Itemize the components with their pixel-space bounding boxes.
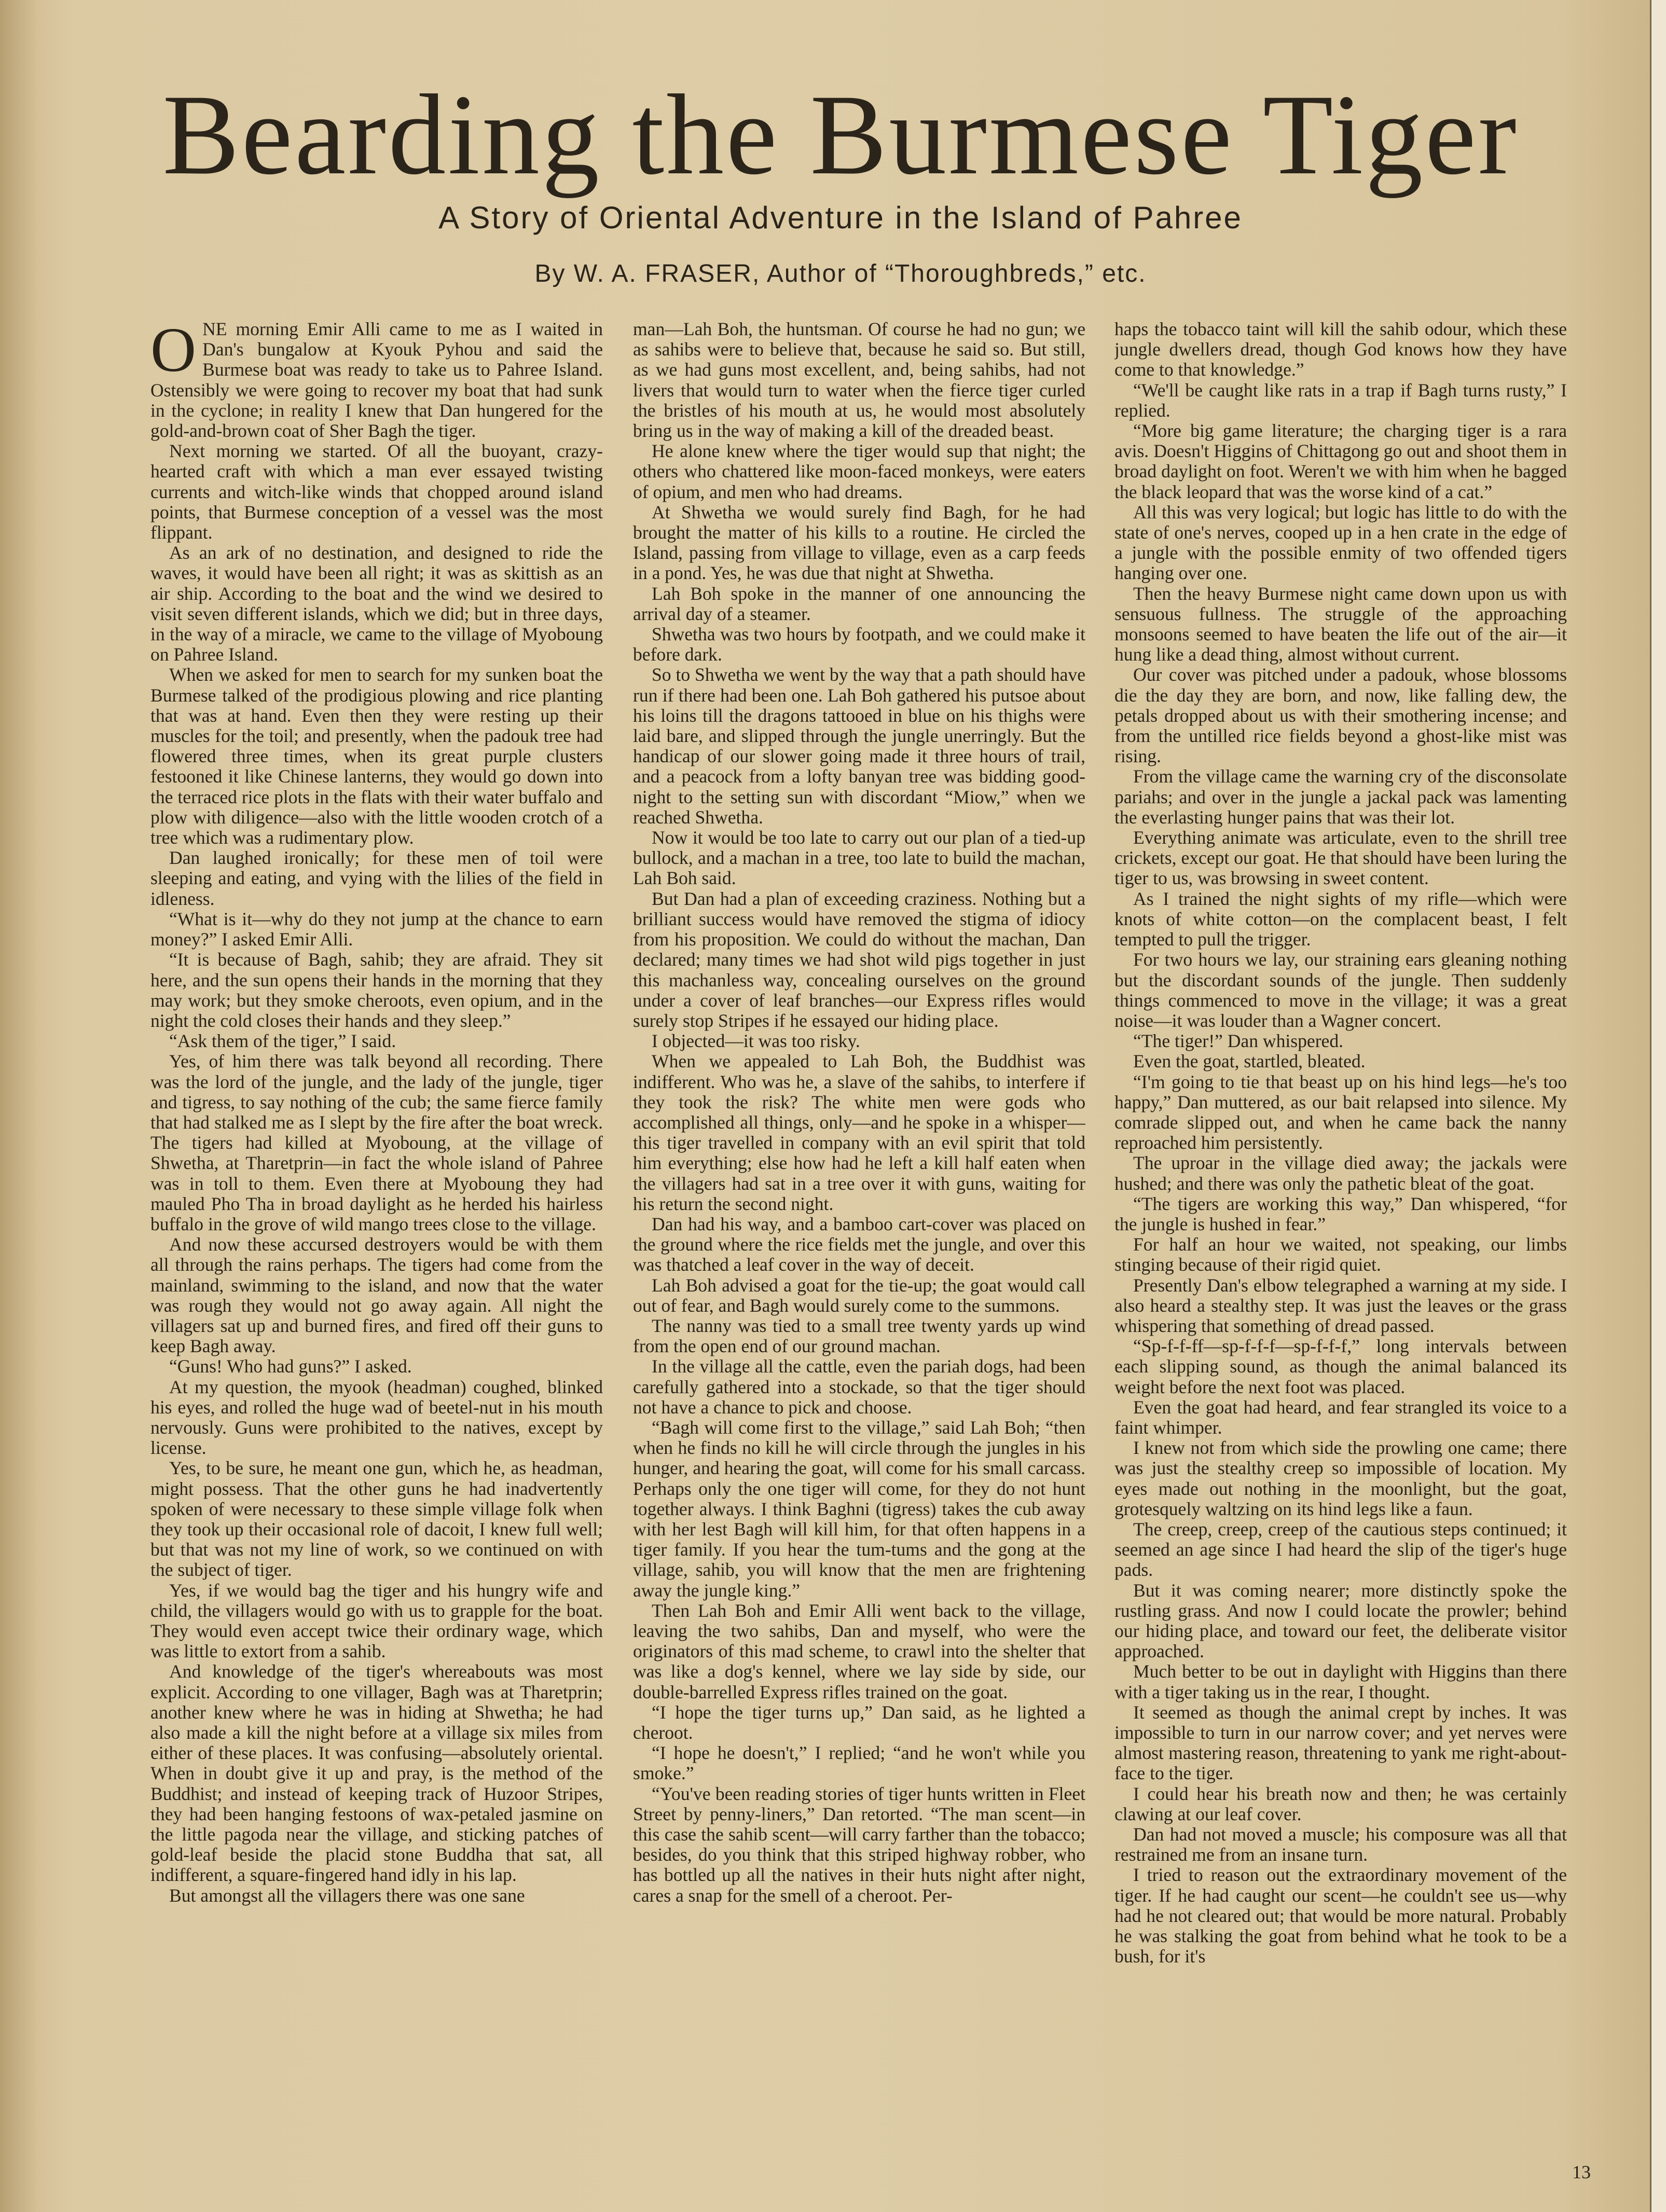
paragraph xyxy=(150,319,603,441)
paragraph: “It is because of Bagh, sahib; they are afraid. They sit here, and the sun opens their hands in the morning that they may work; but they smoke cheroots, even opium, and in the night the cold closes their hands and they sleep.” xyxy=(150,949,603,1031)
paragraph: Shwetha was two hours by footpath, and we could make it before dark. xyxy=(633,624,1085,665)
paragraph: But amongst all the villagers there was one sane xyxy=(169,1885,525,1906)
paragraph: “You've been reading stories of tiger hunts written in Fleet Street by penny-liners,” Dan retorted. “The man scent—in this case the sahib scent—will carry farther than the tobacco; besides, do you think that this striped highway robber, who has bottled up all the natives in their huts night after night, cares a snap for the smell of a cheroot. Per- xyxy=(633,1783,1085,1906)
text-column-2 xyxy=(633,319,1085,2135)
paragraph: “Bagh will come first to the village,” said Lah Boh; “then when he finds no kill he will circle through the jungles in his hunger, and hearing the goat, will come for his small carcass. Perhaps only the one tiger will come, for they do not hunt together always. I think Baghni (tigress) takes the cub away with her lest Bagh will kill him, for that often happens in a tiger family. If you hear the tum-tums and the gong at the village, sahib, you will know that the men are frightening away the jungle king.” xyxy=(633,1417,1085,1601)
page-binding-shadow xyxy=(0,0,36,2212)
article-byline: By W. A. FRASER, Author of “Thoroughbreds,” etc. xyxy=(534,260,1147,287)
paragraph: Yes, of him there was talk beyond all recording. There was the lord of the jungle, and the lady of the jungle, tiger and tigress, to say nothing of the cub; the same fierce family that had stalked me as I slept by the fire after the boat wreck. The tigers had killed at Myoboung, at the village of Shwetha, at Tharetprin—in fact the whole island of Pahree was in toll to them. Even there at Myoboung they had mauled Pho Tha in broad daylight as he herded his hairless buffalo in the grove of wild mango trees close to the village. xyxy=(150,1051,603,1234)
paragraph: From the village came the warning cry of the disconsolate pariahs; and over in the jungle a jackal pack was lamenting the everlasting hunger pains that was their lot. xyxy=(1114,766,1567,828)
paragraph: haps the tobacco taint will kill the sahib odour, which these jungle dwellers dread, though God knows how they have come to that knowledge.” xyxy=(1114,319,1567,380)
paragraph: All this was very logical; but logic has little to do with the state of one's nerves, cooped up in a hen crate in the edge of a jungle with the possible enmity of two offended tigers hanging over one. xyxy=(1114,501,1567,584)
paragraph: “I'm going to tie that beast up on his hind legs—he's too happy,” Dan muttered, as our bait relapsed into silence. My comrade slipped out, and when he came back the nanny reproached him persistently. xyxy=(1114,1071,1567,1153)
paragraph: Lah Boh advised a goat for the tie-up; the goat would call out of fear, and Bagh would surely come to the summons. xyxy=(633,1274,1085,1316)
paragraph: “Ask them of the tiger,” I said. xyxy=(169,1031,396,1052)
paragraph: He alone knew where the tiger would sup that night; the others who chattered like moon-faced monkeys, were eaters of opium, and men who had dreams. xyxy=(633,441,1085,502)
paragraph: “What is it—why do they not jump at the chance to earn money?” I asked Emir Alli. xyxy=(150,908,603,950)
paragraph: But it was coming nearer; more distinctly spoke the rustling grass. And now I could locate the prowler; behind our hiding place, and toward our feet, the deliberate visitor approached. xyxy=(1114,1579,1567,1662)
paragraph: And now these accursed destroyers would be with them all through the rains perhaps. The tigers had come from the mainland, swimming to the island, and now that the water was rough they would not go away again. All night the villagers sat up and burned fires, and fired off their guns to keep Bagh away. xyxy=(150,1234,603,1357)
paragraph: Dan laughed ironically; for these men of toil were sleeping and eating, and vying with the lilies of the field in idleness. xyxy=(150,847,603,909)
text-column-3 xyxy=(1114,319,1567,2135)
paragraph: For half an hour we waited, not speaking, our limbs stinging because of their rigid quiet. xyxy=(1114,1234,1567,1275)
paragraph: “We'll be caught like rats in a trap if Bagh turns rusty,” I replied. xyxy=(1114,379,1567,421)
paragraph: Even the goat, startled, bleated. xyxy=(1133,1051,1366,1072)
paragraph: “The tigers are working this way,” Dan whispered, “for the jungle is hushed in fear.” xyxy=(1114,1193,1567,1234)
paragraph: The nanny was tied to a small tree twenty yards up wind from the open end of our ground machan. xyxy=(633,1315,1085,1357)
paragraph: “More big game literature; the charging tiger is a rara avis. Doesn't Higgins of Chittagong go out and shoot them in broad daylight on foot. Weren't we with him when he bagged the black leopard that was the worse kind of a cat.” xyxy=(1114,420,1567,502)
paragraph: When we asked for men to search for my sunken boat the Burmese talked of the prodigious plowing and rice planting that was at hand. Even then they were resting up their muscles for the toil; and presently, when the padouk tree had flowered three times, when its great purple clusters festooned it like Chinese lanterns, they would go down into the terraced rice plots in the flats with their water buffalo and plow with diligence—also with the little wooden crotch of a tree which was a rudimentary plow. xyxy=(150,664,603,848)
paragraph: In the village all the cattle, even the pariah dogs, had been carefully gathered into a stockade, so that the tiger should not have a chance to pick and choose. xyxy=(633,1356,1085,1418)
paragraph: Lah Boh spoke in the manner of one announcing the arrival day of a steamer. xyxy=(633,583,1085,624)
paragraph: Yes, to be sure, he meant one gun, which he, as headman, might possess. That the other guns he had inadvertently spoken of were necessary to these simple village folk when they took up their occasional role of dacoit, I knew full well; but that was not my line of work, so we continued on with the subject of tiger. xyxy=(150,1458,603,1581)
paragraph: But Dan had a plan of exceeding craziness. Nothing but a brilliant success would have removed the stigma of idiocy from his proposition. We could do without the machan, Dan declared; many times we had shot wild pigs together in just this machanless way, concealing ourselves on the ground under a cover of leaf branches—our Express rifles would surely stop Stripes if he essayed our hiding place. xyxy=(633,888,1085,1031)
paragraph: Then Lah Boh and Emir Alli went back to the village, leaving the two sahibs, Dan and myself, who were the originators of this mad scheme, to crawl into the shelter that was like a dog's kennel, where we lay side by side, our double-barrelled Express rifles trained on the goat. xyxy=(633,1600,1085,1702)
paragraph: And knowledge of the tiger's whereabouts was most explicit. According to one villager, Bagh was at Tharetprin; another knew where he was in hiding at Shwetha; he had also made a kill the night before at a village six miles from either of these places. It was confusing—absolutely oriental. When in doubt give it up and pray, is the method of the Buddhist; and instead of keeping track of Huzoor Stripes, they had been hanging festoons of wax-petaled jasmine on the little pagoda near the village, and sticking patches of gold-leaf beside the placid stone Buddha that sat, all indifferent, a square-fingered hand idly in his lap. xyxy=(150,1661,603,1886)
paragraph: “Guns! Who had guns?” I asked. xyxy=(169,1356,412,1377)
paragraph: I knew not from which side the prowling one came; there was just the stealthy creep so impossible of location. My eyes made out nothing in the moonlight, but the goat, grotesquely waltzing on its hind legs like a faun. xyxy=(1114,1437,1567,1519)
paragraph: Dan had not moved a muscle; his composure was all that restrained me from an insane turn. xyxy=(1114,1824,1567,1865)
paragraph: “I hope the tiger turns up,” Dan said, as he lighted a cheroot. xyxy=(633,1701,1085,1743)
paragraph: Much better to be out in daylight with Higgins than there with a tiger taking us in the rear, I thought. xyxy=(1114,1661,1567,1702)
paragraph: “Sp-f-f-ff—sp-f-f-f—sp-f-f-f,” long intervals between each slipping sound, as though the animal balanced its weight before the next foot was placed. xyxy=(1114,1336,1567,1397)
paragraph: Then the heavy Burmese night came down upon us with sensuous fullness. The struggle of the approaching monsoons seemed to have beaten the life out of the air—it hung like a dead thing, almost without current. xyxy=(1114,583,1567,665)
paragraph: I tried to reason out the extraordinary movement of the tiger. If he had caught our scent—he couldn't see us—why had he not cleared out; that would be more natural. Probably he was stalking the goat from behind what he took to be a bush, for it's xyxy=(1114,1864,1567,1967)
paragraph: Yes, if we would bag the tiger and his hungry wife and child, the villagers would go with us to grapple for the boat. They would even accept twice their ordinary wage, which was little to extort from a sahib. xyxy=(150,1579,603,1662)
paragraph: So to Shwetha we went by the way that a path should have run if there had been one. Lah Boh gathered his putsoe about his loins till the dragons tattooed in blue on his thighs were laid bare, and slipped through the jungle unerringly. But the handicap of our slower going made it three hours of trail, and a peacock from a lofty banyan tree was bidding good-night to the setting sun with discordant “Miow,” when we reached Shwetha. xyxy=(633,664,1085,828)
paragraph: I objected—it was too risky. xyxy=(652,1031,860,1052)
paragraph: Dan had his way, and a bamboo cart-cover was placed on the ground where the rice fields met the jungle, and over this was thatched a leaf cover in the way of deceit. xyxy=(633,1213,1085,1275)
page-number: 13 xyxy=(1572,2162,1591,2182)
paragraph: I could hear his breath now and then; he was certainly clawing at our leaf cover. xyxy=(1114,1783,1567,1824)
paragraph: man—Lah Boh, the huntsman. Of course he had no gun; we as sahibs were to believe that, because he said so. But still, as we had guns most excellent, and, being sahibs, had not livers that would turn to water when the fierce tiger curled the bristles of his mouth at us, he would most absolutely bring us in the way of making a kill of the dreaded beast. xyxy=(633,319,1085,442)
paragraph: As an ark of no destination, and designed to ride the waves, it would have been all right; it was as skittish as an air ship. According to the boat and the wind we desired to visit seven different islands, which we did; but in three days, in the way of a miracle, we came to the village of Myoboung on Pahree Island. xyxy=(150,542,603,665)
article-title: Bearding the Burmese Tiger xyxy=(162,71,1519,199)
paragraph: Now it would be too late to carry out our plan of a tied-up bullock, and a machan in a tree, too late to build the machan, Lah Boh said. xyxy=(633,827,1085,889)
page-edge xyxy=(1650,0,1666,2212)
paragraph: Next morning we started. Of all the buoyant, crazy-hearted craft with which a man ever essayed twisting currents and witch-like winds that chopped around island points, that Burmese conception of a vessel was the most flippant. xyxy=(150,441,603,543)
paragraph: At Shwetha we would surely find Bagh, for he had brought the matter of his kills to a routine. He circled the Island, passing from village to village, even as a carp feeds in a pond. Yes, he was due that night at Shwetha. xyxy=(633,501,1085,584)
paragraph-text: NE morning Emir Alli came to me as I waited in Dan's bungalow at Kyouk Pyhou and said the Burmese boat was ready to take us to Pahree Island. Ostensibly we were going to recover my boat that had sunk in the cyclone; in reality I knew that Dan hungered for the gold-and-brown coat of Sher Bagh the tiger. xyxy=(150,319,603,442)
paragraph: The creep, creep, creep of the cautious steps continued; it seemed an age since I had heard the slip of the tiger's huge pads. xyxy=(1114,1518,1567,1581)
paragraph: “I hope he doesn't,” I replied; “and he won't while you smoke.” xyxy=(633,1742,1085,1784)
paragraph: For two hours we lay, our straining ears gleaning nothing but the discordant sounds of the jungle. Then suddenly things commenced to move in the village; it was a great noise—it was louder than a Wagner concert. xyxy=(1114,949,1567,1031)
paragraph: “The tiger!” Dan whispered. xyxy=(1133,1031,1344,1052)
text-column-1 xyxy=(150,319,603,2135)
paragraph: It seemed as though the animal crept by inches. It was impossible to turn in our narrow cover; and yet nerves were almost mastering reason, threatening to yank me right-about-face to the tiger. xyxy=(1114,1701,1567,1784)
article-subtitle: A Story of Oriental Adventure in the Island of Pahree xyxy=(438,200,1243,235)
paragraph: Even the goat had heard, and fear strangled its voice to a faint whimper. xyxy=(1114,1396,1567,1438)
paragraph: Everything animate was articulate, even to the shrill tree crickets, except our goat. He that should have been luring the tiger to us, was browsing in sweet content. xyxy=(1114,827,1567,889)
paragraph: The uproar in the village died away; the jackals were hushed; and there was only the pathetic bleat of the goat. xyxy=(1114,1152,1567,1194)
paragraph: Presently Dan's elbow telegraphed a warning at my side. I also heard a stealthy step. It was just the leaves or the grass whispering that something of dread passed. xyxy=(1114,1274,1567,1336)
paragraph: At my question, the myook (headman) coughed, blinked his eyes, and rolled the huge wad of beetel-nut in his mouth nervously. Guns were prohibited to the natives, except by license. xyxy=(150,1376,603,1459)
drop-cap: O xyxy=(150,319,197,385)
paragraph: When we appealed to Lah Boh, the Buddhist was indifferent. Who was he, a slave of the sahibs, to interfere if they took the risk? The white men were gods who accomplished all things, only—and he spoke in a whisper—this tiger travelled in company with an evil spirit that told him everything; else how had he left a kill half eaten when the villagers had sat in a tree over it with guns, waiting for his return the second night. xyxy=(633,1051,1085,1214)
paragraph: Our cover was pitched under a padouk, whose blossoms die the day they are born, and now, like falling dew, the petals dropped about us with their smothering incense; and from the untilled rice fields beyond a ghost-like mist was rising. xyxy=(1114,664,1567,767)
paragraph: As I trained the night sights of my rifle—which were knots of white cotton—on the complacent beast, I felt tempted to pull the trigger. xyxy=(1114,888,1567,950)
